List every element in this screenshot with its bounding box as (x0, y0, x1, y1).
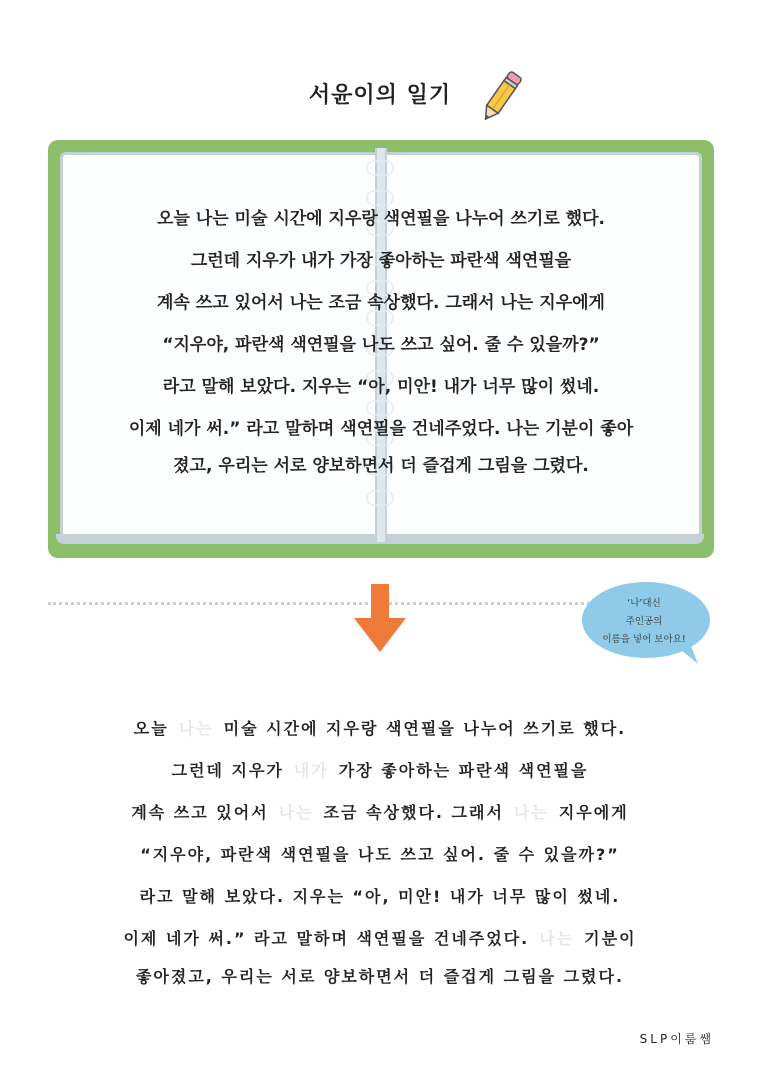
rewrite-line: “지우야, 파란색 색연필을 나도 쓰고 싶어. 줄 수 있을까?” (140, 845, 620, 864)
rewrite-line (0, 750, 760, 792)
blank-word: 나는 (278, 803, 314, 822)
blank-word: 나는 (513, 803, 549, 822)
diary-line: “지우야, 파란색 색연필을 나도 쓰고 싶어. 줄 수 있을까?” (162, 335, 600, 355)
diary-line: 계속 쓰고 있어서 나는 조금 속상했다. 그래서 나는 지우에게 (157, 293, 605, 313)
bubble-line: 이름을 넣어 보아요! (602, 634, 686, 645)
bubble-line: 주인공의 (625, 616, 663, 627)
rewrite-text: 오늘 (133, 719, 169, 738)
pencil-icon (478, 66, 524, 128)
diary-line: 졌고, 우리는 서로 양보하면서 더 즐겁게 그림을 그렸다. (173, 456, 589, 476)
blank-word: 내가 (293, 761, 329, 780)
diary-line: 그런데 지우가 내가 가장 좋아하는 파란색 색연필을 (190, 251, 572, 271)
rewrite-text: 이제 네가 써.” 라고 말하며 색연필을 건네주었다. (123, 929, 530, 948)
dotted-divider (48, 602, 608, 605)
page-title: 서윤이의 일기 (308, 83, 452, 108)
diary-line: 라고 말해 보았다. 지우는 “아, 미안! 내가 너무 많이 썼네. (162, 377, 600, 397)
rewrite-line (0, 918, 760, 960)
diary-line: 이제 네가 써.” 라고 말하며 색연필을 건네주었다. 나는 기분이 좋아 (128, 419, 634, 439)
rewrite-line: 라고 말해 보았다. 지우는 “아, 미안! 내가 너무 많이 썼네. (139, 887, 621, 906)
rewrite-text: 지우에게 (558, 803, 629, 822)
rewrite-line (0, 708, 760, 750)
blank-word: 나는 (178, 719, 214, 738)
rewrite-text: 계속 쓰고 있어서 (131, 803, 269, 822)
diary-line: 오늘 나는 미술 시간에 지우랑 색연필을 나누어 쓰기로 했다. (157, 209, 605, 229)
bubble-line: ‘나’대신 (627, 598, 661, 609)
down-arrow-icon (352, 582, 408, 654)
rewrite-text: 그런데 지우가 (171, 761, 284, 780)
rewrite-text: 미술 시간에 지우랑 색연필을 나누어 쓰기로 했다. (223, 719, 627, 738)
rewrite-line: 좋아졌고, 우리는 서로 양보하면서 더 즐겁게 그림을 그렸다. (135, 967, 625, 986)
rewrite-exercise (0, 708, 760, 994)
rewrite-text: 가장 좋아하는 파란색 색연필을 (338, 761, 589, 780)
diary-text (60, 198, 702, 482)
blank-word: 나는 (539, 929, 575, 948)
rewrite-text: 기분이 (584, 929, 637, 948)
rewrite-line (0, 792, 760, 834)
speech-bubble-text (588, 595, 700, 649)
author-credit: SLP이룸쌤 (639, 1032, 714, 1046)
rewrite-text: 조금 속상했다. 그래서 (323, 803, 504, 822)
